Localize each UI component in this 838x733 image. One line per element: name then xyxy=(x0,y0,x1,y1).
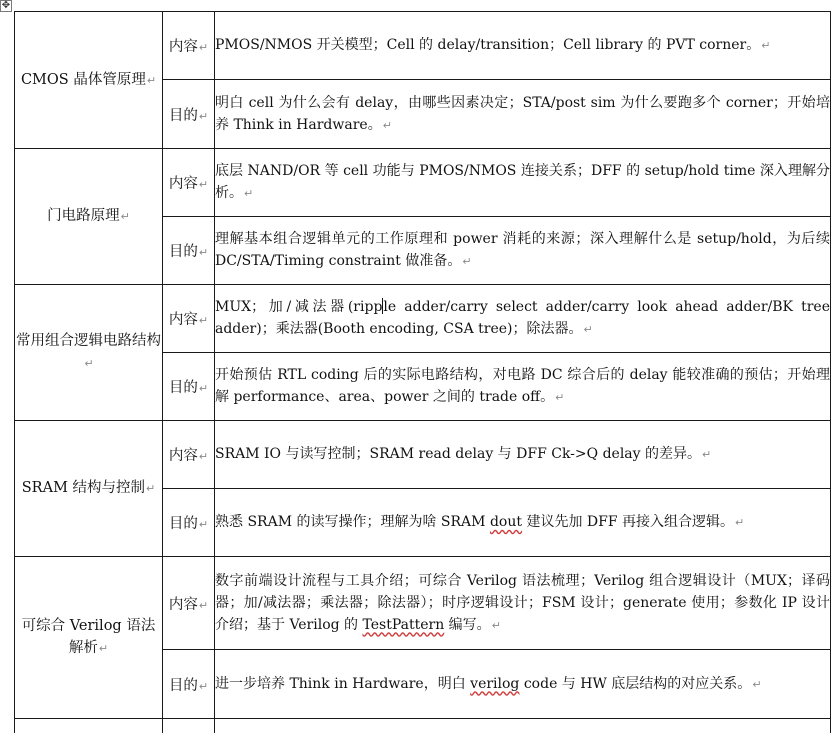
label-content: 内容 xyxy=(169,448,198,464)
purpose-text: 开始预估 RTL coding 后的实际电路结构，对电路 DC 综合后的 delay 能较准确的预估；开始理解 performance、area、power 之间的 trade off。 xyxy=(215,367,830,405)
content-text: SRAM IO 与读写控制；SRAM read delay 与 DFF Ck->Q delay 的差异。 xyxy=(215,446,701,462)
topic-cell[interactable] xyxy=(15,149,163,285)
course-table xyxy=(14,11,831,733)
label-cell[interactable] xyxy=(163,557,215,650)
purpose-text: 进一步培养 Think in Hardware，明白 xyxy=(215,676,470,692)
paragraph-mark: ↵ xyxy=(555,391,564,404)
content-text: 数字前端设计流程与工具介绍；可综合 Verilog 语法梳理；Verilog 组合逻辑设计（MUX；译码器；加/减法器；乘法器；除法器）；时序逻辑设计；FSM 设计；generate 使用；参数化 IP 设计介绍；基于 Verilog 的 xyxy=(215,573,830,633)
paragraph-mark: ↵ xyxy=(244,187,253,200)
paragraph-mark: ↵ xyxy=(121,210,130,223)
paragraph-mark: ↵ xyxy=(199,110,208,123)
topic-text: SRAM 结构与控制 xyxy=(22,480,145,496)
paragraph-mark: ↵ xyxy=(84,357,93,370)
topic-cell[interactable] xyxy=(15,557,163,719)
content-text: MUX；加/减法器(ripp xyxy=(215,299,382,315)
label-purpose: 目的 xyxy=(169,108,198,124)
label-cell[interactable] xyxy=(163,489,215,557)
paragraph-mark: ↵ xyxy=(702,448,711,461)
spellcheck-word: TestPattern xyxy=(363,617,445,633)
purpose-text: 明白 cell 为什么会有 delay，由哪些因素决定；STA/post sim 为什么要跑多个 corner；开始培养 Think in Hardware。 xyxy=(215,95,830,133)
purpose-cell[interactable] xyxy=(215,650,831,719)
paragraph-mark: ↵ xyxy=(462,255,471,268)
topic-cell[interactable] xyxy=(15,12,163,149)
label-content: 内容 xyxy=(169,312,198,328)
topic-text: CMOS 晶体管原理 xyxy=(21,72,146,88)
paragraph-mark: ↵ xyxy=(492,619,501,632)
label-purpose: 目的 xyxy=(169,380,198,396)
paragraph-mark: ↵ xyxy=(199,599,208,612)
topic-text: 常用组合逻辑电路结构 xyxy=(16,333,161,349)
paragraph-mark: ↵ xyxy=(761,39,770,52)
label-cell[interactable] xyxy=(163,353,215,421)
content-cell[interactable] xyxy=(215,421,831,489)
purpose-text-continued: code 与 HW 底层结构的对应关系。 xyxy=(519,676,751,692)
label-cell[interactable] xyxy=(163,12,215,80)
label-cell[interactable] xyxy=(163,217,215,285)
content-cell[interactable] xyxy=(215,285,831,353)
label-cell[interactable] xyxy=(163,149,215,217)
paragraph-mark: ↵ xyxy=(383,119,392,132)
paragraph-mark: ↵ xyxy=(735,516,744,529)
paragraph-mark: ↵ xyxy=(752,678,761,691)
paragraph-mark: ↵ xyxy=(199,178,208,191)
label-cell[interactable] xyxy=(163,285,215,353)
purpose-cell[interactable] xyxy=(215,489,831,557)
table-move-handle[interactable]: ✥ xyxy=(0,0,12,12)
label-cell[interactable] xyxy=(163,421,215,489)
label-cell[interactable] xyxy=(163,80,215,149)
paragraph-mark: ↵ xyxy=(199,382,208,395)
purpose-text-continued: 建议先加 DFF 再接入组合逻辑。 xyxy=(522,514,734,530)
content-cell[interactable] xyxy=(215,149,831,217)
content-text: 底层 NAND/OR 等 cell 功能与 PMOS/NMOS 连接关系；DFF 的 setup/hold time 深入理解分析。 xyxy=(215,163,830,201)
paragraph-mark: ↵ xyxy=(199,450,208,463)
paragraph-mark: ↵ xyxy=(199,518,208,531)
content-text: PMOS/NMOS 开关模型；Cell 的 delay/transition；Cell library 的 PVT corner。 xyxy=(215,37,760,53)
purpose-cell[interactable] xyxy=(215,353,831,421)
label-content: 内容 xyxy=(169,597,198,613)
topic-text: 门电路原理 xyxy=(47,208,120,224)
paragraph-mark: ↵ xyxy=(199,680,208,693)
purpose-cell[interactable] xyxy=(215,80,831,149)
table-row xyxy=(15,557,831,650)
label-cell[interactable] xyxy=(163,719,215,733)
spellcheck-word: verilog xyxy=(470,676,519,692)
table-row xyxy=(15,149,831,217)
label-content: 内容 xyxy=(169,176,198,192)
topic-cell[interactable] xyxy=(15,285,163,421)
paragraph-mark: ↵ xyxy=(147,74,156,87)
content-text-continued: le adder/carry select adder/carry look ahead adder/BK tree adder)；乘法器(Booth encoding, CSA tree)；除法器。 xyxy=(215,299,830,337)
content-cell[interactable] xyxy=(215,557,831,650)
paragraph-mark: ↵ xyxy=(584,323,593,336)
paragraph-mark: ↵ xyxy=(199,41,208,54)
label-cell[interactable] xyxy=(163,650,215,719)
label-purpose: 目的 xyxy=(169,516,198,532)
purpose-cell[interactable] xyxy=(215,217,831,285)
content-cell[interactable] xyxy=(215,12,831,80)
label-purpose: 目的 xyxy=(169,678,198,694)
table-row xyxy=(15,285,831,353)
topic-cell[interactable] xyxy=(15,719,163,733)
topic-text: 可综合 Verilog 语法解析 xyxy=(22,618,156,656)
topic-cell[interactable] xyxy=(15,421,163,557)
purpose-text: 熟悉 SRAM 的读写操作；理解为啥 SRAM xyxy=(215,514,490,530)
label-content: 内容 xyxy=(169,39,198,55)
paragraph-mark: ↵ xyxy=(99,642,108,655)
paragraph-mark: ↵ xyxy=(199,246,208,259)
table-row xyxy=(15,421,831,489)
table-row xyxy=(15,12,831,80)
purpose-text: 理解基本组合逻辑单元的工作原理和 power 消耗的来源；深入理解什么是 setup/hold，为后续 DC/STA/Timing constraint 做准备。 xyxy=(215,231,830,269)
content-cell[interactable] xyxy=(215,719,831,733)
label-purpose: 目的 xyxy=(169,244,198,260)
paragraph-mark: ↵ xyxy=(146,482,155,495)
content-text-continued: 编写。 xyxy=(444,617,490,633)
table-row xyxy=(15,719,831,733)
spellcheck-word: dout xyxy=(490,514,522,530)
paragraph-mark: ↵ xyxy=(199,314,208,327)
